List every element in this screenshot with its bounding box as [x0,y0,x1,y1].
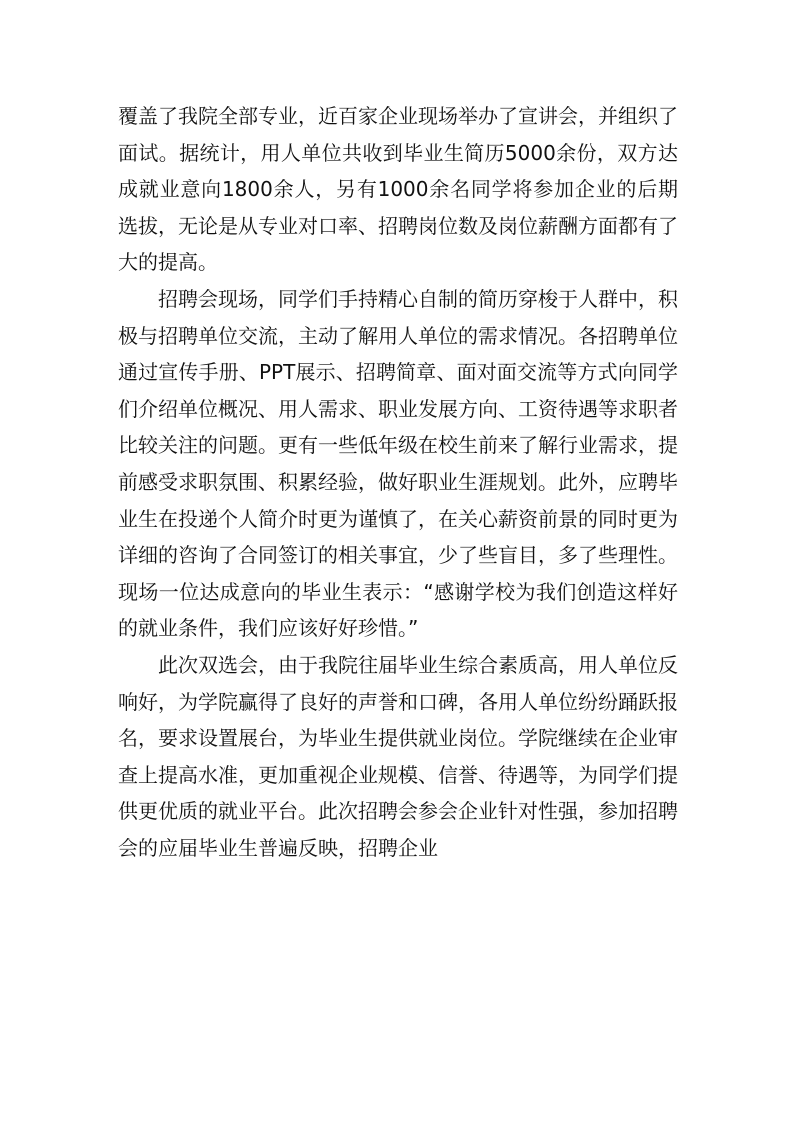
paragraph-2: 招聘会现场，同学们手持精心自制的简历穿梭于人群中，积极与招聘单位交流，主动了解用人单位的需求情况。各招聘单位通过宣传手册、PPT展示、招聘简章、面对面交流等方式向同学们介绍单位概况、用人需求、职业发展方向、工资待遇等求职者比较关注的问题。更有一些低年级在校生前来了解行业需求，提前感受求职氛围、积累经验，做好职业生涯规划。此外，应聘毕业生在投递个人简介时更为谨慎了，在关心薪资前景的同时更为详细的咨询了合同签订的相关事宜，少了些盲目，多了些理性。现场一位达成意向的毕业生表示：“感谢学校为我们创造这样好的就业条件，我们应该好好珍惜。” [118,286,678,641]
body-text [118,98,678,866]
paragraph-1: 覆盖了我院全部专业，近百家企业现场举办了宣讲会，并组织了面试。据统计，用人单位共收到毕业生简历5000余份，双方达成就业意向1800余人，另有1000余名同学将参加企业的后期选拔，无论是从专业对口率、招聘岗位数及岗位薪酬方面都有了大的提高。 [118,104,678,275]
paragraph-3: 此次双选会，由于我院往届毕业生综合素质高，用人单位反响好，为学院赢得了良好的声誉和口碑，各用人单位纷纷踊跃报名，要求设置展台，为毕业生提供就业岗位。学院继续在企业审查上提高水准，更加重视企业规模、信誉、待遇等，为同学们提供更优质的就业平台。此次招聘会参会企业针对性强，参加招聘会的应届毕业生普遍反映，招聘企业 [118,652,678,860]
